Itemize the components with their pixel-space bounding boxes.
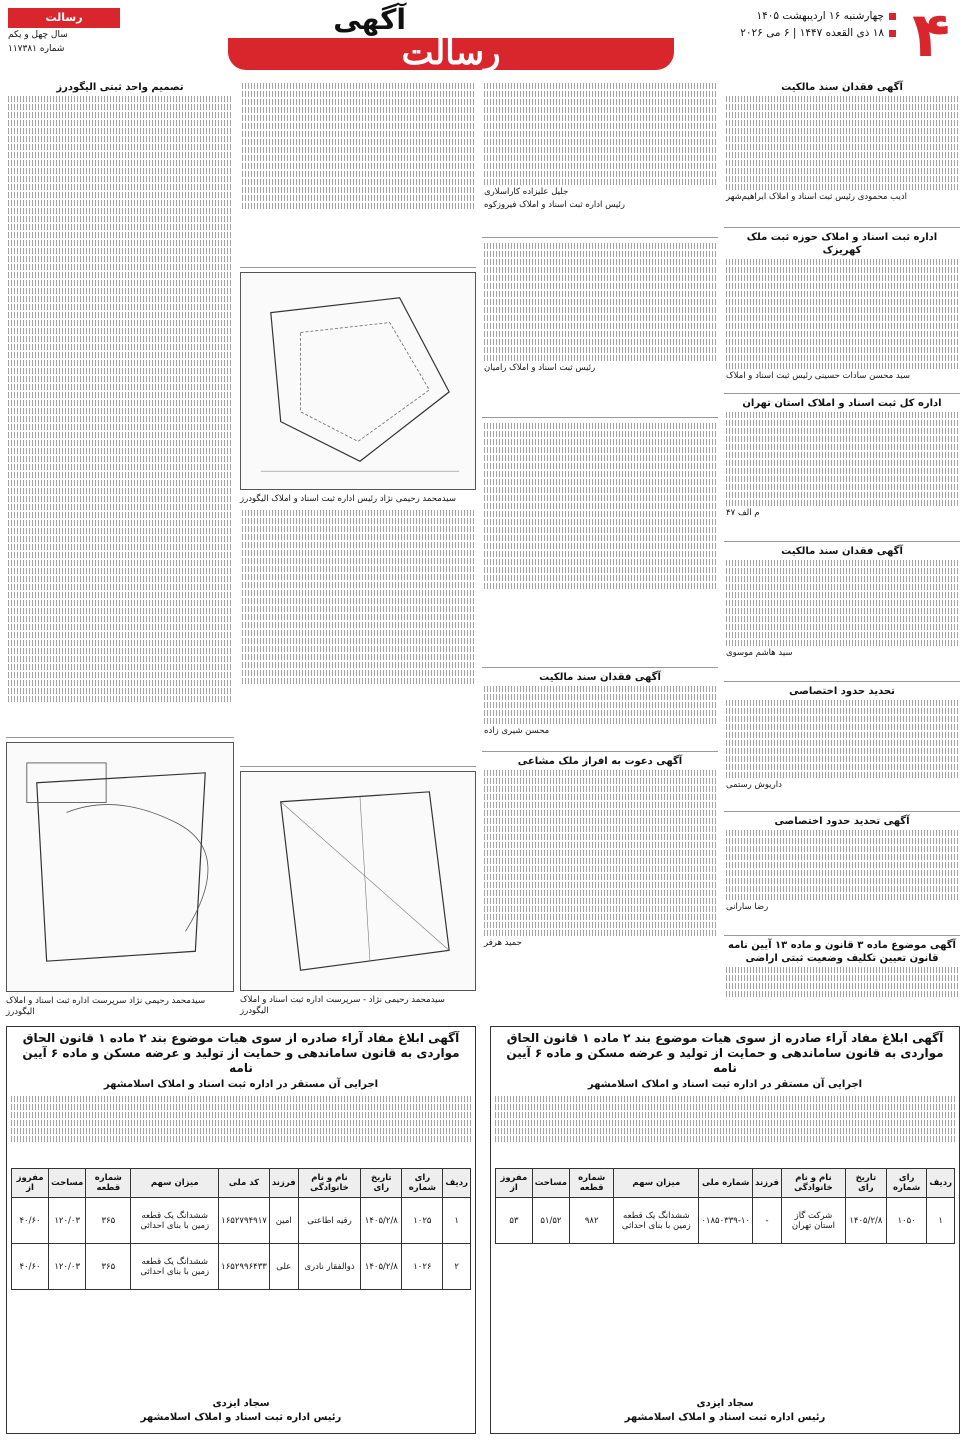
- column-header: نام و نام خانوادگی: [298, 1169, 361, 1198]
- notice-signature: ادیب محمودی رئیس ثبت اسناد و املاک ابراهیم‌شهر: [726, 192, 908, 202]
- column-header: فرزند: [753, 1169, 782, 1198]
- cadastral-map: [240, 771, 476, 991]
- table-cell: ۳۶۵: [86, 1198, 131, 1244]
- column-header: تاریخ رای: [845, 1169, 886, 1198]
- column-header: فرزند: [269, 1169, 298, 1198]
- notice: [724, 228, 960, 394]
- table-cell: ۱۶۵۲۷۹۴۹۱۷: [219, 1198, 270, 1244]
- column-header: ردیف: [927, 1169, 955, 1198]
- notice: [724, 812, 960, 936]
- table-cell: ۱۰۲۵: [402, 1198, 443, 1244]
- table-cell: ششدانگ یک قطعه زمین با بنای احداثی: [614, 1198, 699, 1244]
- table-cell: -: [753, 1198, 782, 1244]
- plot-drawing: [241, 772, 475, 990]
- notice-body: [11, 1094, 471, 1160]
- notice-signature: حمید هرفر: [484, 938, 522, 948]
- notice-title: آگهی ابلاغ مفاد آراء صادره از سوی هیات موضوع بند ۲ ماده ۱ قانون الحاق مواردی به قانون ساماندهی و حمایت از تولید و عرضه مسکن و ماده ۶ آیین نامه: [506, 1031, 944, 1075]
- table-cell: رقیه اطاعتی: [298, 1198, 361, 1244]
- table-row: [496, 1198, 955, 1244]
- notice-subtitle: اجرایی آن مستقر در اداره ثبت اسناد و املاک اسلامشهر: [587, 1079, 863, 1090]
- signer-name: سجاد ایزدی: [212, 1398, 270, 1409]
- notice-title: آگهی موضوع ماده ۳ قانون و ماده ۱۳ آیین نامه قانون تعیین تکلیف وضعیت ثبتی اراضی: [728, 940, 956, 964]
- notice-signature: سیدمحمد رحیمی نژاد سرپرست اداره ثبت اسناد و املاک الیگودرز: [6, 996, 206, 1017]
- date-hijri-gregorian: ۱۸ ذی القعده ۱۴۴۷ | ۶ می ۲۰۲۶: [740, 27, 884, 39]
- table-cell: ۱۲۰/۰۳: [49, 1244, 86, 1290]
- column-header: ردیف: [443, 1169, 471, 1198]
- table-cell: ۵۳: [496, 1198, 533, 1244]
- bullet-icon: [889, 30, 896, 37]
- notice: [6, 78, 234, 738]
- plot-drawing: [7, 743, 233, 991]
- table-cell: ۵۱/۵۲: [532, 1198, 569, 1244]
- table-row: [12, 1198, 471, 1244]
- notice-title: آگهی ابلاغ مفاد آراء صادره از سوی هیات موضوع بند ۲ ماده ۱ قانون الحاق مواردی به قانون ساماندهی و حمایت از تولید و عرضه مسکن و ماده ۶ آیین نامه: [22, 1031, 460, 1075]
- section-title: آگهی: [333, 3, 406, 36]
- notice-signature: رضا سارانی: [726, 902, 769, 912]
- notice-title: آگهی دعوت به افراز ملک مشاعی: [517, 756, 683, 767]
- notice-signature: [7, 1397, 475, 1425]
- notice: [724, 542, 960, 682]
- table-cell: ششدانگ یک قطعه زمین با بنای احداثی: [131, 1198, 219, 1244]
- table-cell: ۱: [443, 1198, 471, 1244]
- date-persian: چهارشنبه ۱۶ اردیبهشت ۱۴۰۵: [756, 10, 884, 22]
- column-header: مساحت: [49, 1169, 86, 1198]
- notice-signature: سیدمحمد رحیمی نژاد رئیس اداره ثبت اسناد و املاک الیگودرز: [240, 494, 456, 504]
- notice-office: رئیس اداره ثبت اسناد و املاک فیروزکوه: [484, 200, 625, 210]
- notice: [482, 668, 718, 752]
- notice-title: اداره کل ثبت اسناد و املاک استان تهران: [742, 398, 942, 409]
- notice-title: آگهی فقدان سند مالکیت: [781, 82, 903, 93]
- column-header: نام و نام خانوادگی: [781, 1169, 845, 1198]
- bullet-icon: [889, 13, 896, 20]
- table-header-row: [12, 1169, 471, 1198]
- column-header: تاریخ رای: [361, 1169, 402, 1198]
- masthead: [0, 0, 966, 72]
- notice: [240, 78, 476, 268]
- notice-title: آگهی فقدان سند مالکیت: [781, 546, 903, 557]
- table-cell: ۳۶۵: [86, 1244, 131, 1290]
- notice: [724, 682, 960, 812]
- table-cell: ۱۰۵۰: [886, 1198, 927, 1244]
- signer-title: رئیس اداره ثبت اسناد و املاک اسلامشهر: [140, 1412, 342, 1423]
- year-label: سال چهل و یکم: [8, 30, 68, 40]
- notice-signature: [491, 1397, 959, 1425]
- notice-title: تحدید حدود اختصاصی: [789, 686, 895, 697]
- column-header: شماره ملی: [699, 1169, 753, 1198]
- table-cell: علی: [269, 1244, 298, 1290]
- notice-body: [495, 1094, 955, 1160]
- table-header-row: [496, 1169, 955, 1198]
- notice-title: آگهی فقدان سند مالکیت: [539, 672, 661, 683]
- column-right-middle: [482, 78, 718, 1022]
- newspaper-logo: رسالت: [401, 33, 501, 73]
- column-header: مفروز از: [12, 1169, 49, 1198]
- notice-signature: سیدمحمد رحیمی نژاد - سرپرست اداره ثبت اسناد و املاک الیگودرز: [240, 995, 445, 1016]
- mini-logo: رسالت: [8, 8, 120, 28]
- brand-band: [228, 33, 674, 73]
- column-right: [724, 78, 960, 1022]
- notice-signature: سید محسن سادات حسینی رئیس ثبت اسناد و املاک: [726, 371, 911, 381]
- table-cell: ششدانگ یک قطعه زمین با بنای احداثی: [131, 1244, 219, 1290]
- table-cell: ۹۸۲: [570, 1198, 614, 1244]
- notice: [724, 78, 960, 228]
- notice-signature: داریوش رستمی: [726, 780, 782, 790]
- table-cell: ۰۱۸۵۰۳۳۹-۱۰: [699, 1198, 753, 1244]
- notice: [724, 394, 960, 542]
- notice: [482, 752, 718, 1018]
- table-cell: ۱۴۰۵/۲/۸: [361, 1244, 402, 1290]
- issue-number: شماره ۱۱۷۳۸۱: [8, 44, 65, 54]
- table-cell: ۱۴۰۵/۲/۸: [845, 1198, 886, 1244]
- column-header: مساحت: [532, 1169, 569, 1198]
- vote-notice-left: [6, 1026, 476, 1434]
- table-cell: ۴۰/۶۰: [12, 1198, 49, 1244]
- table-cell: امین: [269, 1198, 298, 1244]
- notice-signature: جلیل علیزاده کاراسلاری: [484, 187, 569, 197]
- table-cell: ۱: [927, 1198, 955, 1244]
- table-cell: ۲: [443, 1244, 471, 1290]
- column-header: رای شماره: [886, 1169, 927, 1198]
- table-row: [12, 1244, 471, 1290]
- notice-office: رئیس ثبت اسناد و املاک رامیان: [484, 363, 596, 373]
- notice: [724, 936, 960, 1016]
- column-header: شماره قطعه: [570, 1169, 614, 1198]
- issue-info: [8, 8, 120, 66]
- notice-title: تصمیم واحد ثبتی الیگودرز: [56, 82, 184, 93]
- column-header: میزان سهم: [614, 1169, 699, 1198]
- page-number: ۴: [912, 0, 950, 71]
- table-cell: ۱۴۰۵/۲/۸: [361, 1198, 402, 1244]
- notice-subtitle: اجرایی آن مستقر در اداره ثبت اسناد و املاک اسلامشهر: [103, 1079, 379, 1090]
- table-cell: شرکت گاز استان تهران: [781, 1198, 845, 1244]
- notice: [482, 418, 718, 668]
- notice-title: اداره ثبت اسناد و املاک حوزه ثبت ملک کهریزک: [746, 232, 938, 256]
- notice: [482, 238, 718, 418]
- table-cell: ۱۶۵۲۹۹۶۴۳۳: [219, 1244, 270, 1290]
- column-left-middle: [240, 78, 476, 1022]
- notice-signature: سید هاشم موسوی: [726, 648, 793, 658]
- date-block: [696, 8, 896, 42]
- votes-table: [11, 1168, 471, 1290]
- notice-signature: م الف ۴۷: [726, 508, 760, 518]
- notice-signature: محسن شیری زاده: [484, 726, 550, 736]
- column-header: مفروز از: [496, 1169, 533, 1198]
- table-cell: ۴۰/۶۰: [12, 1244, 49, 1290]
- signer-title: رئیس اداره ثبت اسناد و املاک اسلامشهر: [624, 1412, 826, 1423]
- column-left: [6, 78, 234, 1022]
- column-header: کد ملی: [219, 1169, 270, 1198]
- table-cell: ۱۲۰/۰۳: [49, 1198, 86, 1244]
- votes-table: [495, 1168, 955, 1244]
- cadastral-map: [6, 742, 234, 992]
- notice: [482, 78, 718, 238]
- notice-title: آگهی تحدید حدود اختصاصی: [774, 816, 910, 827]
- column-header: شماره قطعه: [86, 1169, 131, 1198]
- column-header: میزان سهم: [131, 1169, 219, 1198]
- table-cell: ذوالفقار نادری: [298, 1244, 361, 1290]
- column-header: رای شماره: [402, 1169, 443, 1198]
- plot-drawing: [241, 273, 475, 489]
- bottom-section: [6, 1026, 960, 1434]
- vote-notice-right: [490, 1026, 960, 1434]
- signer-name: سجاد ایزدی: [696, 1398, 754, 1409]
- table-cell: ۱۰۲۶: [402, 1244, 443, 1290]
- notice: [240, 505, 476, 767]
- cadastral-map: [240, 272, 476, 490]
